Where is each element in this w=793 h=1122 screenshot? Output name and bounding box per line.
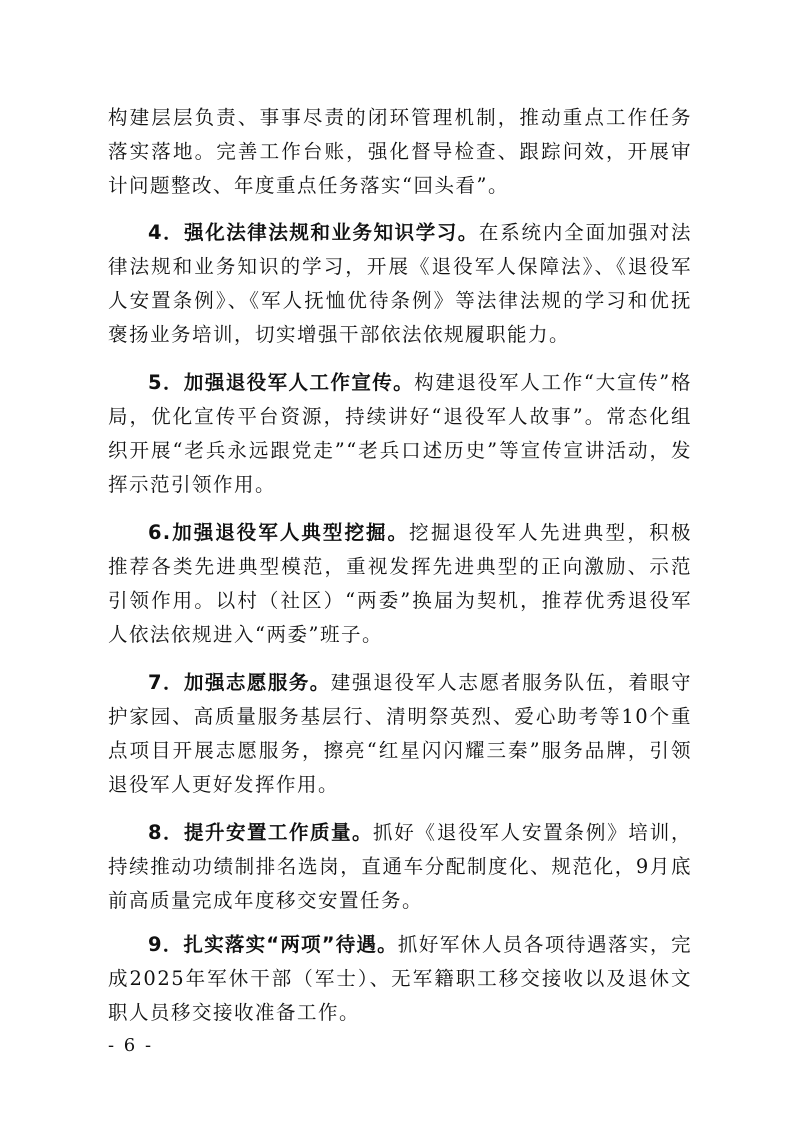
paragraph-body: 抓好军休人员各项待遇落实，完成2025年军休干部（军士）、无军籍职工移交接收以及退休文职人员移交接收准备工作。 (108, 933, 692, 1024)
paragraph-heading: 5．加强退役军人工作宣传。 (148, 371, 415, 394)
paragraph-7 (108, 666, 692, 802)
paragraph-continuation (108, 101, 692, 203)
paragraph-body: 建强退役军人志愿者服务队伍，着眼守护家园、高质量服务基层行、清明祭英烈、爱心助考等10个重点项目开展志愿服务，擦亮“红星闪闪耀三秦”服务品牌，引领退役军人更好发挥作用。 (108, 671, 692, 796)
paragraph-heading: 4．强化法律法规和业务知识学习。 (148, 221, 479, 244)
paragraph-heading: 8．提升安置工作质量。 (148, 821, 373, 844)
paragraph-body: 构建层层负责、事事尽责的闭环管理机制，推动重点工作任务落实落地。完善工作台账，强化督导检查、跟踪问效，开展审计问题整改、年度重点任务落实“回头看”。 (108, 106, 692, 197)
paragraph-8 (108, 816, 692, 918)
paragraph-body: 抓好《退役军人安置条例》培训，持续推动功绩制排名选岗，直通车分配制度化、规范化，9月底前高质量完成年度移交安置任务。 (108, 821, 692, 912)
paragraph-body: 挖掘退役军人先进典型，积极推荐各类先进典型模范，重视发挥先进典型的正向激励、示范引领作用。以村（社区）“两委”换届为契机，推荐优秀退役军人依法依规进入“两委”班子。 (108, 521, 692, 646)
paragraph-heading: 7．加强志愿服务。 (148, 671, 331, 694)
paragraph-heading: 9．扎实落实“两项”待遇。 (148, 933, 398, 956)
paragraph-body: 在系统内全面加强对法律法规和业务知识的学习，开展《退役军人保障法》、《退役军人安置条例》、《军人抚恤优待条例》等法律法规的学习和优抚褒扬业务培训，切实增强干部依法依规履职能力。 (108, 221, 692, 346)
paragraph-9 (108, 928, 692, 1030)
paragraph-6 (108, 516, 692, 652)
page-number: - 6 - (108, 1035, 154, 1056)
paragraph-4 (108, 216, 692, 352)
paragraph-heading: 6.加强退役军人典型挖掘。 (148, 521, 410, 544)
paragraph-body: 构建退役军人工作“大宣传”格局，优化宣传平台资源，持续讲好“退役军人故事”。常态化组织开展“老兵永远跟党走”“老兵口述历史”等宣传宣讲活动，发挥示范引领作用。 (108, 371, 692, 496)
paragraph-5 (108, 366, 692, 502)
